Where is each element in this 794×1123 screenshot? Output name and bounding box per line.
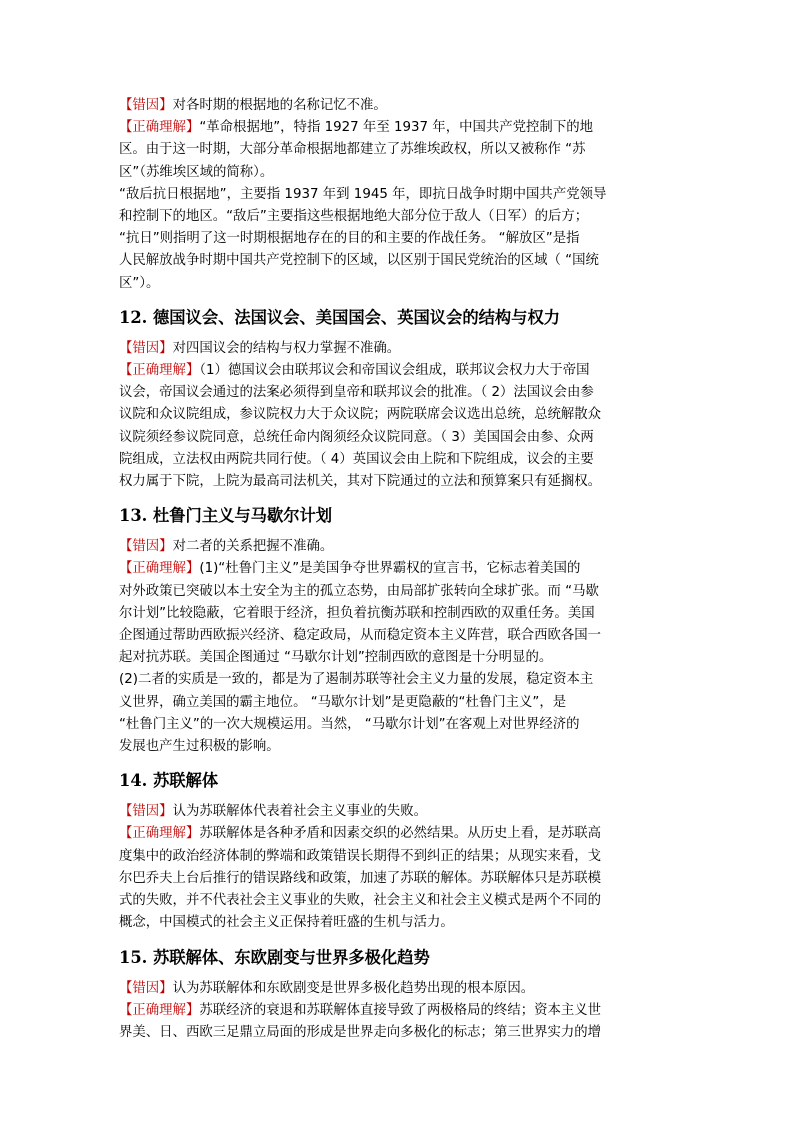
cuoyin-label: 【错因】 — [119, 340, 173, 356]
cuoyin-label: 【错因】 — [119, 98, 173, 113]
cuoyin-label: 【错因】 — [119, 980, 173, 996]
cuoyin-line — [119, 978, 675, 1000]
zhengque-line — [119, 558, 675, 580]
zhengque-line — [119, 117, 675, 139]
cuoyin-text: 认为苏联解体和东欧剧变是世界多极化趋势出现的根本原因。 — [172, 980, 535, 996]
body-line: 和控制下的地区。“敌后”主要指这些根据地绝大部分位于敌人（日军）的后方； — [119, 209, 589, 225]
body-line: (2)二者的实质是一致的，都是为了遏制苏联等社会主义力量的发展，稳定资本主 — [119, 672, 594, 688]
body-line: 企图通过帮助西欧振兴经济、稳定政局，从而稳定资本主义阵营，联合西欧各国一 — [119, 628, 602, 644]
body-line: 区”（苏维埃区域的简称）。 — [119, 164, 274, 180]
body-line: “杜鲁门主义”的一次大规模运用。当然， “马歇尔计划”在客观上对世界经济的 — [119, 716, 580, 732]
section-heading-15: 15. 苏联解体、东欧剧变与世界多极化趋势 — [119, 947, 430, 967]
body-line: 权力属于下院，上院为最高司法机关，其对下院通过的立法和预算案只有延搁权。 — [119, 474, 602, 490]
body-line: 界美、日、西欧三足鼎立局面的形成是世界走向多极化的标志；第三世界实力的增 — [119, 1024, 602, 1040]
zhengque-line — [119, 360, 675, 382]
body-line: 度集中的政治经济体制的弊端和政策错误长期得不到纠正的结果；从现实来看，戈 — [119, 848, 602, 864]
body-line: 概念，中国模式的社会主义正保持着旺盛的生机与活力。 — [119, 915, 454, 931]
zhengque-label: 【正确理解】 — [119, 120, 200, 136]
body-line: 苏联解体是各种矛盾和因素交织的必然结果。从历史上看，是苏联高 — [199, 826, 602, 842]
zhengque-label: 【正确理解】 — [119, 1002, 200, 1018]
cuoyin-label: 【错因】 — [119, 539, 173, 555]
cuoyin-label: 【错因】 — [119, 804, 173, 820]
body-line: “敌后抗日根据地”，主要指 1937 年到 1945 年，即抗日战争时期中国共产党领导 — [119, 186, 607, 202]
body-line: “抗日”则指明了这一时期根据地存在的目的和主要的作战任务。 “解放区”是指 — [119, 231, 580, 247]
body-line: 尔计划”比较隐蔽，它着眼于经济，担负着抗衡苏联和控制西欧的双重任务。美国 — [119, 605, 595, 621]
cuoyin-text: 对各时期的根据地的名称记忆不准。 — [172, 98, 387, 113]
body-line: 起对抗苏联。美国企图通过 “马歇尔计划”控制西欧的意图是十分明显的。 — [119, 650, 553, 666]
cuoyin-line — [119, 338, 675, 360]
zhengque-line — [119, 1000, 675, 1022]
body-line: 发展也产生过积极的影响。 — [119, 739, 280, 755]
cuoyin-text: 对二者的关系把握不准确。 — [172, 539, 334, 555]
body-line: （1）德国议会由联邦议会和帝国议会组成，联邦议会权力大于帝国 — [199, 363, 590, 379]
body-line: 对外政策已突破以本土安全为主的孤立态势，由局部扩张转向全球扩张。而 “马歇 — [119, 583, 599, 599]
zhengque-label: 【正确理解】 — [119, 561, 200, 577]
body-line: 议会，帝国议会通过的法案必须得到皇帝和联邦议会的批准。（ 2）法国议会由参 — [119, 385, 594, 401]
section-heading-12: 12. 德国议会、法国议会、美国国会、英国议会的结构与权力 — [119, 307, 561, 327]
body-line: 尔巴乔夫上台后推行的错误路线和政策，加速了苏联的解体。苏联解体只是苏联模 — [119, 870, 602, 886]
section-heading-13: 13. 杜鲁门主义与马歇尔计划 — [119, 506, 333, 526]
body-line: 区。由于这一时期，大部分革命根据地都建立了苏维埃政权，所以又被称作 “苏 — [119, 142, 586, 158]
body-line: 院组成，立法权由两院共同行使。（ 4）英国议会由上院和下院组成，议会的主要 — [119, 451, 594, 467]
cuoyin-line — [119, 536, 675, 558]
zhengque-label: 【正确理解】 — [119, 363, 200, 379]
body-line: 区”）。 — [119, 275, 160, 291]
body-line: 式的失败，并不代表社会主义事业的失败，社会主义和社会主义模式是两个不同的 — [119, 893, 602, 909]
zhengque-label: 【正确理解】 — [119, 826, 200, 842]
document-body — [119, 95, 675, 1044]
body-line: 义世界，确立美国的霸主地位。 “马歇尔计划”是更隐蔽的“杜鲁门主义”，是 — [119, 694, 567, 710]
section-heading-14: 14. 苏联解体 — [119, 771, 219, 791]
cuoyin-line — [119, 95, 675, 117]
cuoyin-text: 认为苏联解体代表着社会主义事业的失败。 — [172, 804, 427, 820]
zhengque-line — [119, 823, 675, 845]
body-line: 苏联经济的衰退和苏联解体直接导致了两极格局的终结；资本主义世 — [199, 1002, 602, 1018]
body-line: 人民解放战争时期中国共产党控制下的区域，以区别于国民党统治的区域（ “国统 — [119, 253, 599, 269]
body-line: 议院须经参议院同意，总统任命内阁须经众议院同意。（ 3）美国国会由参、众两 — [119, 429, 594, 445]
body-line: “革命根据地”，特指 1927 年至 1937 年，中国共产党控制下的地 — [199, 120, 593, 136]
body-line: 议院和众议院组成，参议院权力大于众议院；两院联席会议选出总统，总统解散众 — [119, 407, 602, 423]
cuoyin-text: 对四国议会的结构与权力掌握不准确。 — [172, 340, 401, 356]
body-line: (1)“杜鲁门主义”是美国争夺世界霸权的宣言书，它标志着美国的 — [199, 561, 581, 577]
cuoyin-line — [119, 801, 675, 823]
